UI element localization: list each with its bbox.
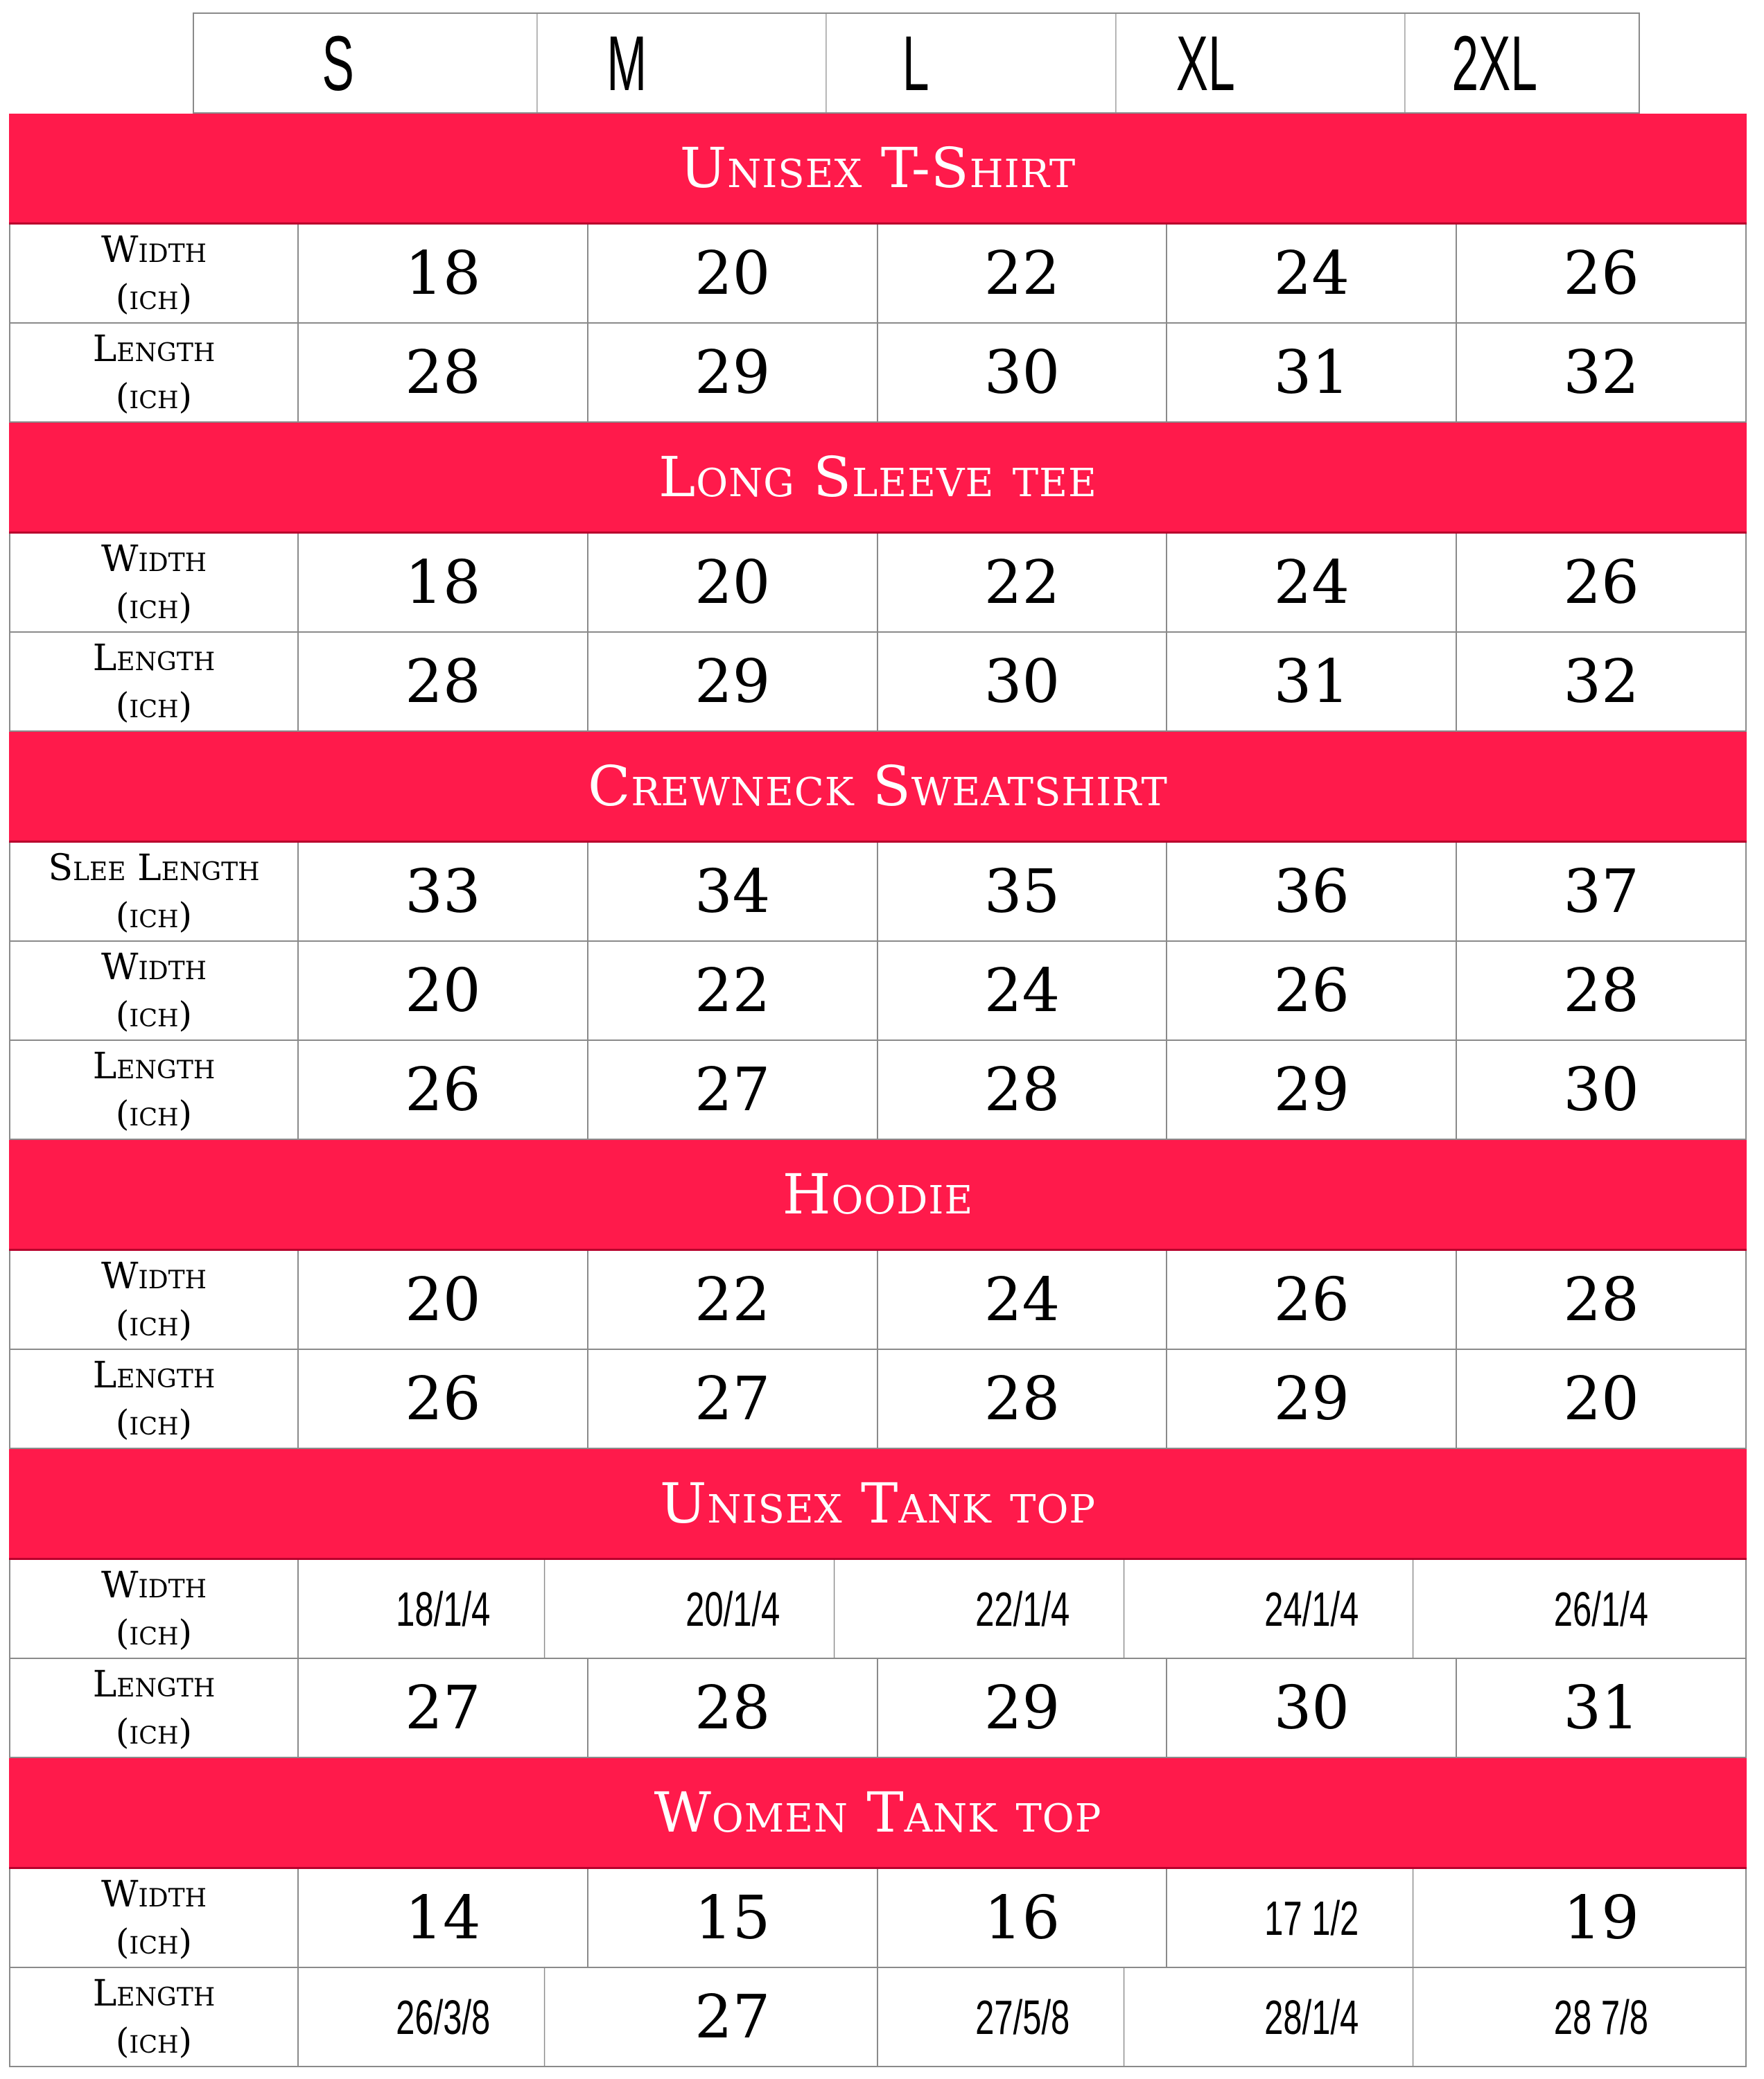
measurement-unit: (ich) xyxy=(115,1612,193,1653)
measurement-name: Length xyxy=(92,1354,216,1396)
row-label xyxy=(10,942,299,1040)
measurement-name: Slee Length xyxy=(48,847,260,889)
size-value-cell: 31 xyxy=(1167,633,1457,730)
measurement-row xyxy=(9,534,1747,633)
measurement-row xyxy=(9,1560,1747,1659)
size-value-cell: 29 xyxy=(1167,1041,1457,1139)
row-label xyxy=(10,1350,299,1448)
size-value-cell: 24 xyxy=(878,1251,1168,1349)
section-title: Women Tank top xyxy=(9,1758,1747,1869)
measurement-row xyxy=(9,1869,1747,1968)
size-value-cell: 26 xyxy=(1563,238,1639,308)
size-value-cell: 28 7/8 xyxy=(1553,1990,1649,2044)
measurement-unit: (ich) xyxy=(115,277,193,317)
measurement-row xyxy=(9,633,1747,732)
measurement-row xyxy=(9,1041,1747,1140)
size-value-cell: 28 xyxy=(299,633,588,730)
measurement-row xyxy=(9,225,1747,324)
size-value-cell: 30 xyxy=(1167,1659,1457,1757)
size-value-cell: 26 xyxy=(1167,1251,1457,1349)
size-value-cell: 28 xyxy=(878,1350,1168,1448)
measurement-unit: (ich) xyxy=(115,1711,193,1752)
measurement-name: Length xyxy=(92,328,216,370)
size-value-cell: 18 xyxy=(299,225,588,322)
size-value-cell: 28 xyxy=(299,324,588,421)
size-value-cell: 30 xyxy=(878,324,1168,421)
size-value-cell: 18 xyxy=(299,534,588,631)
size-label: XL xyxy=(1115,14,1295,112)
size-value-cell: 35 xyxy=(878,843,1168,940)
size-value-cell: 24 xyxy=(1167,534,1457,631)
measurement-name: Width xyxy=(101,538,207,580)
size-value-cell: 32 xyxy=(1563,647,1639,717)
row-label xyxy=(10,1659,299,1757)
measurement-unit: (ich) xyxy=(115,586,193,626)
row-label xyxy=(10,324,299,421)
size-value-cell: 22 xyxy=(878,225,1168,322)
size-value-cell: 26 xyxy=(1563,547,1639,617)
size-value-cell: 26 xyxy=(299,1041,588,1139)
measurement-rows xyxy=(9,1869,1747,2067)
measurement-unit: (ich) xyxy=(115,685,193,726)
size-value-cell: 24 xyxy=(1167,225,1457,322)
row-label xyxy=(10,1968,299,2066)
size-value-cell: 30 xyxy=(1563,1055,1639,1125)
measurement-row xyxy=(9,1659,1747,1758)
row-label xyxy=(10,1251,299,1349)
measurement-row xyxy=(9,324,1747,423)
row-label xyxy=(10,1869,299,1967)
size-value-cell: 22/1/4 xyxy=(921,1560,1124,1658)
measurement-unit: (ich) xyxy=(115,994,193,1035)
size-value-cell: 27 xyxy=(299,1659,588,1757)
size-value-cell: 28/1/4 xyxy=(1211,1968,1413,2066)
size-value-cell: 20/1/4 xyxy=(631,1560,834,1658)
section-title: Unisex Tank top xyxy=(9,1449,1747,1560)
measurement-rows xyxy=(9,1251,1747,1449)
size-label: M xyxy=(536,14,716,112)
size-value-cell: 20 xyxy=(299,942,588,1040)
size-value-cell: 27/5/8 xyxy=(921,1968,1124,2066)
size-value-cell: 28 xyxy=(878,1041,1168,1139)
measurement-rows xyxy=(9,534,1747,732)
size-value-cell: 26 xyxy=(1167,942,1457,1040)
size-value-cell: 24/1/4 xyxy=(1211,1560,1413,1658)
size-value-cell: 32 xyxy=(1563,337,1639,407)
size-value-cell: 30 xyxy=(878,633,1168,730)
size-value-cell: 27 xyxy=(588,1968,878,2066)
row-label xyxy=(10,225,299,322)
row-label xyxy=(10,1041,299,1139)
measurement-unit: (ich) xyxy=(115,1402,193,1443)
size-value-cell: 34 xyxy=(588,843,878,940)
row-label xyxy=(10,843,299,940)
size-value-cell: 28 xyxy=(1563,956,1639,1026)
measurement-row xyxy=(9,843,1747,942)
measurement-rows xyxy=(9,1560,1747,1758)
section-title: Crewneck Sweatshirt xyxy=(9,732,1747,843)
size-value-cell: 31 xyxy=(1167,324,1457,421)
measurement-unit: (ich) xyxy=(115,895,193,936)
size-value-cell: 22 xyxy=(588,942,878,1040)
size-value-cell: 28 xyxy=(1563,1265,1639,1335)
measurement-unit: (ich) xyxy=(115,1093,193,1134)
size-value-cell: 29 xyxy=(1167,1350,1457,1448)
size-value-cell: 27 xyxy=(588,1350,878,1448)
size-value-cell: 37 xyxy=(1563,857,1639,927)
size-chart xyxy=(9,114,1747,2067)
measurement-row xyxy=(9,1350,1747,1449)
measurement-rows xyxy=(9,225,1747,423)
size-value-cell: 20 xyxy=(1563,1364,1639,1434)
measurement-name: Length xyxy=(92,1972,216,2015)
size-value-cell: 14 xyxy=(299,1869,588,1967)
measurement-name: Width xyxy=(101,946,207,988)
row-label xyxy=(10,534,299,631)
size-value-cell: 28 xyxy=(588,1659,878,1757)
size-value-cell: 36 xyxy=(1167,843,1457,940)
size-value-cell: 18/1/4 xyxy=(342,1560,545,1658)
size-header-row xyxy=(193,12,1640,114)
size-value-cell: 33 xyxy=(299,843,588,940)
measurement-name: Width xyxy=(101,1564,207,1606)
size-value-cell: 29 xyxy=(588,324,878,421)
size-value-cell: 31 xyxy=(1563,1673,1639,1743)
measurement-name: Length xyxy=(92,1045,216,1087)
size-label: S xyxy=(322,19,354,107)
section-title: Long Sleeve tee xyxy=(9,423,1747,534)
measurement-name: Width xyxy=(101,229,207,271)
measurement-name: Length xyxy=(92,637,216,679)
measurement-name: Length xyxy=(92,1663,216,1705)
size-value-cell: 15 xyxy=(588,1869,878,1967)
measurement-row xyxy=(9,1251,1747,1350)
row-label xyxy=(10,1560,299,1658)
size-value-cell: 27 xyxy=(588,1041,878,1139)
size-value-cell: 26 xyxy=(299,1350,588,1448)
section-title: Unisex T-Shirt xyxy=(9,114,1747,225)
size-value-cell: 20 xyxy=(588,225,878,322)
measurement-unit: (ich) xyxy=(115,1303,193,1344)
size-value-cell: 26/3/8 xyxy=(342,1968,545,2066)
measurement-unit: (ich) xyxy=(115,1921,193,1962)
size-label: L xyxy=(826,14,1006,112)
section-title: Hoodie xyxy=(9,1140,1747,1251)
measurement-rows xyxy=(9,843,1747,1140)
measurement-unit: (ich) xyxy=(115,376,193,416)
measurement-name: Width xyxy=(101,1255,207,1297)
measurement-unit: (ich) xyxy=(115,2020,193,2061)
row-label xyxy=(10,633,299,730)
measurement-row xyxy=(9,942,1747,1041)
size-value-cell: 17 1/2 xyxy=(1211,1869,1413,1967)
size-value-cell: 29 xyxy=(878,1659,1168,1757)
size-value-cell: 16 xyxy=(878,1869,1168,1967)
size-value-cell: 22 xyxy=(588,1251,878,1349)
size-label: 2XL xyxy=(1404,14,1584,112)
measurement-name: Width xyxy=(101,1873,207,1915)
size-value-cell: 24 xyxy=(878,942,1168,1040)
size-value-cell: 19 xyxy=(1563,1883,1639,1953)
size-value-cell: 22 xyxy=(878,534,1168,631)
size-value-cell: 20 xyxy=(588,534,878,631)
size-value-cell: 26/1/4 xyxy=(1553,1581,1649,1636)
size-value-cell: 20 xyxy=(299,1251,588,1349)
size-value-cell: 29 xyxy=(588,633,878,730)
measurement-row xyxy=(9,1968,1747,2067)
